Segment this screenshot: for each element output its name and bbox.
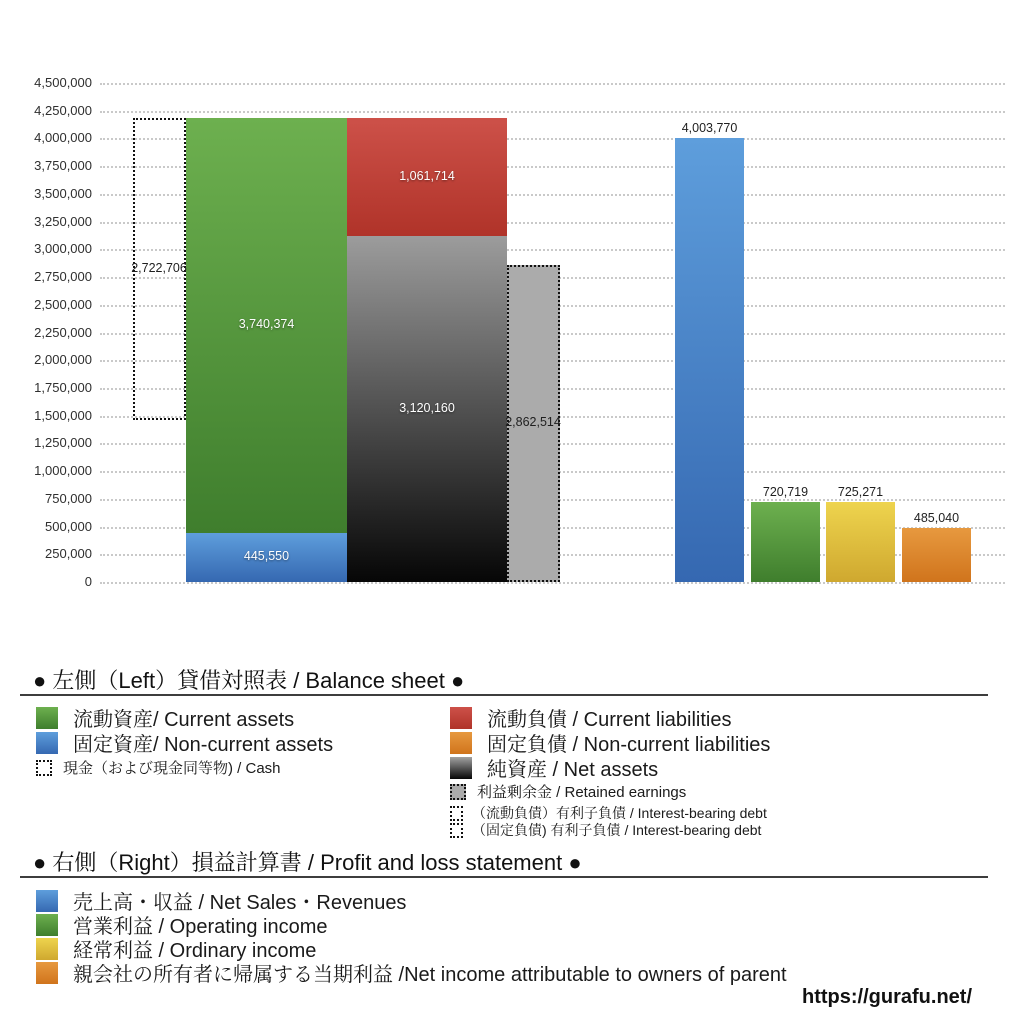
legend-label-cash: 現金（および現金同等物) / Cash — [63, 760, 281, 777]
bar-value-label-non-current-assets: 445,550 — [243, 549, 290, 564]
y-axis-tick-label: 3,500,000 — [34, 185, 92, 201]
bar-ordinary-income — [826, 502, 895, 582]
legend-label-retained-earnings: 利益剰余金 / Retained earnings — [477, 784, 687, 801]
y-axis-tick-label: 4,000,000 — [34, 130, 92, 146]
legend-item-cash — [36, 757, 281, 778]
legend-label-net-income: 親会社の所有者に帰属する当期利益 /Net income attributable to owners of parent — [73, 964, 787, 986]
legend-swatch-interest-bearing-debt-non-current — [450, 823, 463, 838]
legend-label-non-current-liabilities: 固定負債 / Non-current liabilities — [487, 734, 771, 756]
bar-value-label-net-assets: 3,120,160 — [399, 401, 455, 415]
y-axis-tick-label: 1,750,000 — [34, 379, 92, 395]
bar-value-label-operating-income: 720,719 — [762, 485, 809, 500]
y-axis-tick-label: 2,000,000 — [34, 352, 92, 368]
bar-net-income — [902, 528, 971, 582]
y-axis-tick-label: 1,500,000 — [34, 407, 92, 423]
legend-item-interest-bearing-debt-non-current — [450, 820, 761, 840]
legend-label-operating-income: 営業利益 / Operating income — [73, 916, 328, 938]
bar-value-label-ordinary-income: 725,271 — [837, 484, 884, 499]
legend-item-net-assets — [450, 753, 658, 782]
bar-value-label-retained-earnings: 2,862,514 — [505, 415, 561, 430]
legend-swatch-current-liabilities — [450, 707, 472, 729]
legend-swatch-non-current-liabilities — [450, 732, 472, 754]
bar-value-label-current-liabilities: 1,061,714 — [399, 168, 455, 183]
y-axis-tick-label: 2,750,000 — [34, 269, 92, 285]
bar-value-label-cash: 2,722,706 — [131, 260, 187, 275]
legend-item-net-income — [36, 958, 787, 987]
legend-swatch-retained-earnings — [450, 784, 466, 800]
y-axis-tick-label: 2,250,000 — [34, 324, 92, 340]
y-axis-tick-label: 2,500,000 — [34, 296, 92, 312]
bar-value-label-current-assets: 3,740,374 — [238, 317, 295, 332]
y-axis-tick-label: 0 — [84, 574, 92, 589]
balance-sheet-header-rule — [20, 694, 988, 696]
legend-label-net-assets: 純資産 / Net assets — [487, 759, 659, 781]
profit-loss-header-rule — [20, 876, 988, 878]
y-axis-tick-label: 3,000,000 — [34, 241, 92, 257]
legend-label-interest-bearing-debt-current: （流動負債）有利子負債 / Interest-bearing debt — [472, 805, 767, 821]
legend-swatch-interest-bearing-debt-current — [450, 806, 463, 821]
gridline — [100, 83, 1005, 85]
legend-label-non-current-assets: 固定資産/ Non-current assets — [73, 734, 334, 756]
legend-swatch-net-income — [36, 962, 58, 984]
y-axis-tick-label: 1,000,000 — [34, 463, 92, 479]
balance-sheet-section-header: ● 左側（Left）貸借対照表 / Balance sheet ● — [33, 668, 465, 693]
legend-item-retained-earnings — [450, 781, 686, 802]
profit-loss-section-header: ● 右側（Right）損益計算書 / Profit and loss statement ● — [33, 850, 582, 875]
gridline — [100, 111, 1005, 113]
y-axis-tick-label: 4,250,000 — [34, 102, 92, 118]
legend-swatch-ordinary-income — [36, 938, 58, 960]
legend-item-non-current-assets — [36, 728, 333, 757]
legend-swatch-operating-income — [36, 914, 58, 936]
bar-operating-income — [751, 502, 820, 582]
y-axis-tick-label: 4,500,000 — [34, 75, 92, 90]
y-axis-tick-label: 3,250,000 — [34, 213, 92, 229]
site-url-watermark: https://gurafu.net/ — [802, 986, 972, 1008]
legend-swatch-non-current-assets — [36, 732, 58, 754]
legend-label-current-liabilities: 流動負債 / Current liabilities — [487, 709, 732, 731]
legend-swatch-net-sales — [36, 890, 58, 912]
legend-label-current-assets: 流動資産/ Current assets — [73, 709, 295, 731]
bar-value-label-net-income: 485,040 — [913, 511, 960, 526]
legend-swatch-current-assets — [36, 707, 58, 729]
legend-label-net-sales: 売上高・収益 / Net Sales・Revenues — [73, 892, 407, 914]
gridline — [100, 582, 1005, 584]
y-axis-tick-label: 500,000 — [45, 518, 92, 534]
y-axis-tick-label: 1,250,000 — [34, 435, 92, 451]
legend-label-interest-bearing-debt-non-current: （固定負債) 有利子負債 / Interest-bearing debt — [472, 822, 762, 838]
y-axis-tick-label: 750,000 — [45, 490, 92, 506]
legend-swatch-cash — [36, 760, 52, 776]
legend-swatch-net-assets — [450, 757, 472, 779]
bar-net-sales — [675, 138, 744, 582]
y-axis-tick-label: 250,000 — [45, 546, 92, 562]
bar-value-label-net-sales: 4,003,770 — [681, 121, 738, 136]
y-axis-tick-label: 3,750,000 — [34, 158, 92, 174]
legend-label-ordinary-income: 経常利益 / Ordinary income — [73, 940, 317, 962]
